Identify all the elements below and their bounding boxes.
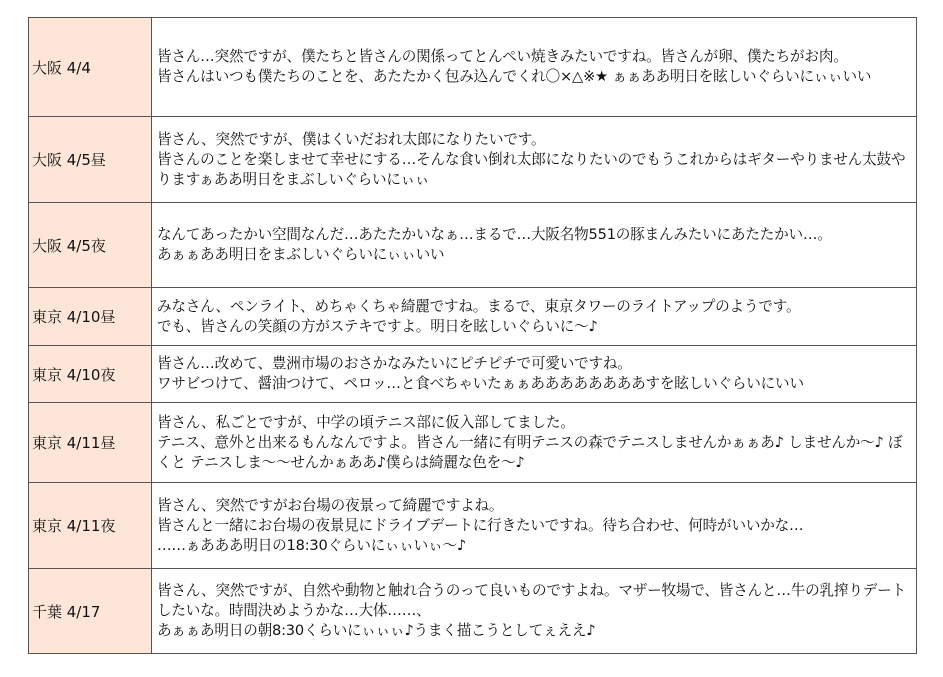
mc-text-line: 皆さん、突然ですが、僕はくいだおれ太郎になりたいです。 [157,130,546,148]
table-row [29,203,917,288]
table-row [29,18,917,117]
mc-table [28,17,917,654]
mc-text-line: 皆さん、私ごとですが、中学の頃テニス部に仮入部してました。 [157,413,575,431]
table-row [29,117,917,203]
venue-date-cell: 東京 4/11夜 [29,483,152,569]
mc-text-line: でも、皆さんの笑顔の方がステキですよ。明日を眩しいぐらいに～♪ [157,317,598,335]
mc-text-line: テニス、意外と出来るもんなんですよ。皆さん一緒に有明テニスの森でテニスしませんかぁぁあ♪ しませんか～♪ ぼくと テニスしま～～せんかぁああ♪僕らは綺麗な色を～♪ [157,433,903,471]
mc-text-line: 皆さん…突然ですが、僕たちと皆さんの関係ってとんぺい焼きみたいですね。皆さんが卵、僕たちがお肉。 [157,48,848,65]
table-row [29,346,917,403]
table-row [29,483,917,569]
mc-text-cell [152,18,917,117]
table-row [29,403,917,483]
mc-text-line: 皆さん…改めて、豊洲市場のおさかなみたいにピチピチで可愛いですね。 [157,355,632,372]
mc-text-line: 皆さん、突然ですがお台場の夜景って綺麗ですよね。 [157,496,504,514]
mc-text-cell [152,117,917,203]
mc-text-line: ワサビつけて、醤油つけて、ペロッ…と食べちゃいたぁぁああああああああすを眩しいぐらいにいい [157,375,804,392]
mc-text-line: 皆さん、突然ですが、自然や動物と触れ合うのって良いものですよね。マザー牧場で、皆さんと…牛の乳搾りデートしたいな。時間決めようかな…大体……、 [157,582,906,619]
mc-text-line: あぁぁああ明日をまぶしいぐらいにぃぃいい [157,246,445,263]
mc-text-line: あぁぁあ明日の朝8:30くらいにぃぃぃ♪うまく描こうとしてぇええ♪ [157,622,596,639]
mc-text-line: なんてあったかい空間なんだ…あたたかいなぁ…まるで…大阪名物551の豚まんみたいにあたたかい…。 [157,226,832,243]
venue-date-cell: 大阪 4/5昼 [29,117,152,203]
mc-text-cell [152,346,917,403]
mc-text-cell [152,569,917,654]
mc-text-cell [152,203,917,288]
venue-date-cell: 千葉 4/17 [29,569,152,654]
venue-date-cell: 東京 4/10昼 [29,288,152,346]
venue-date-cell: 大阪 4/4 [29,18,152,117]
mc-text-line: ……ぁあああ明日の18:30ぐらいにぃぃいぃ～♪ [157,536,466,554]
venue-date-cell: 東京 4/10夜 [29,346,152,403]
venue-date-cell: 大阪 4/5夜 [29,203,152,288]
table-row [29,288,917,346]
mc-text-cell [152,403,917,483]
mc-text-line: 皆さんのことを楽しませて幸せにする…そんな食い倒れ太郎になりたいのでもうこれからはギターやりません太鼓やりますぁああ明日をまぶしいぐらいにぃぃ [157,150,906,188]
mc-text-line: みなさん、ペンライト、めちゃくちゃ綺麗ですね。まるで、東京タワーのライトアップのようです。 [157,297,801,315]
mc-text-cell [152,288,917,346]
table-row [29,569,917,654]
venue-date-cell: 東京 4/11昼 [29,403,152,483]
mc-text-line: 皆さんと一緒にお台場の夜景見にドライブデートに行きたいですね。待ち合わせ、何時がいいかな… [157,516,804,534]
mc-text-line: 皆さんはいつも僕たちのことを、あたたかく包み込んでくれ〇×△※★ ぁぁああ明日を眩しいぐらいにぃぃいい [157,68,872,85]
mc-text-cell [152,483,917,569]
